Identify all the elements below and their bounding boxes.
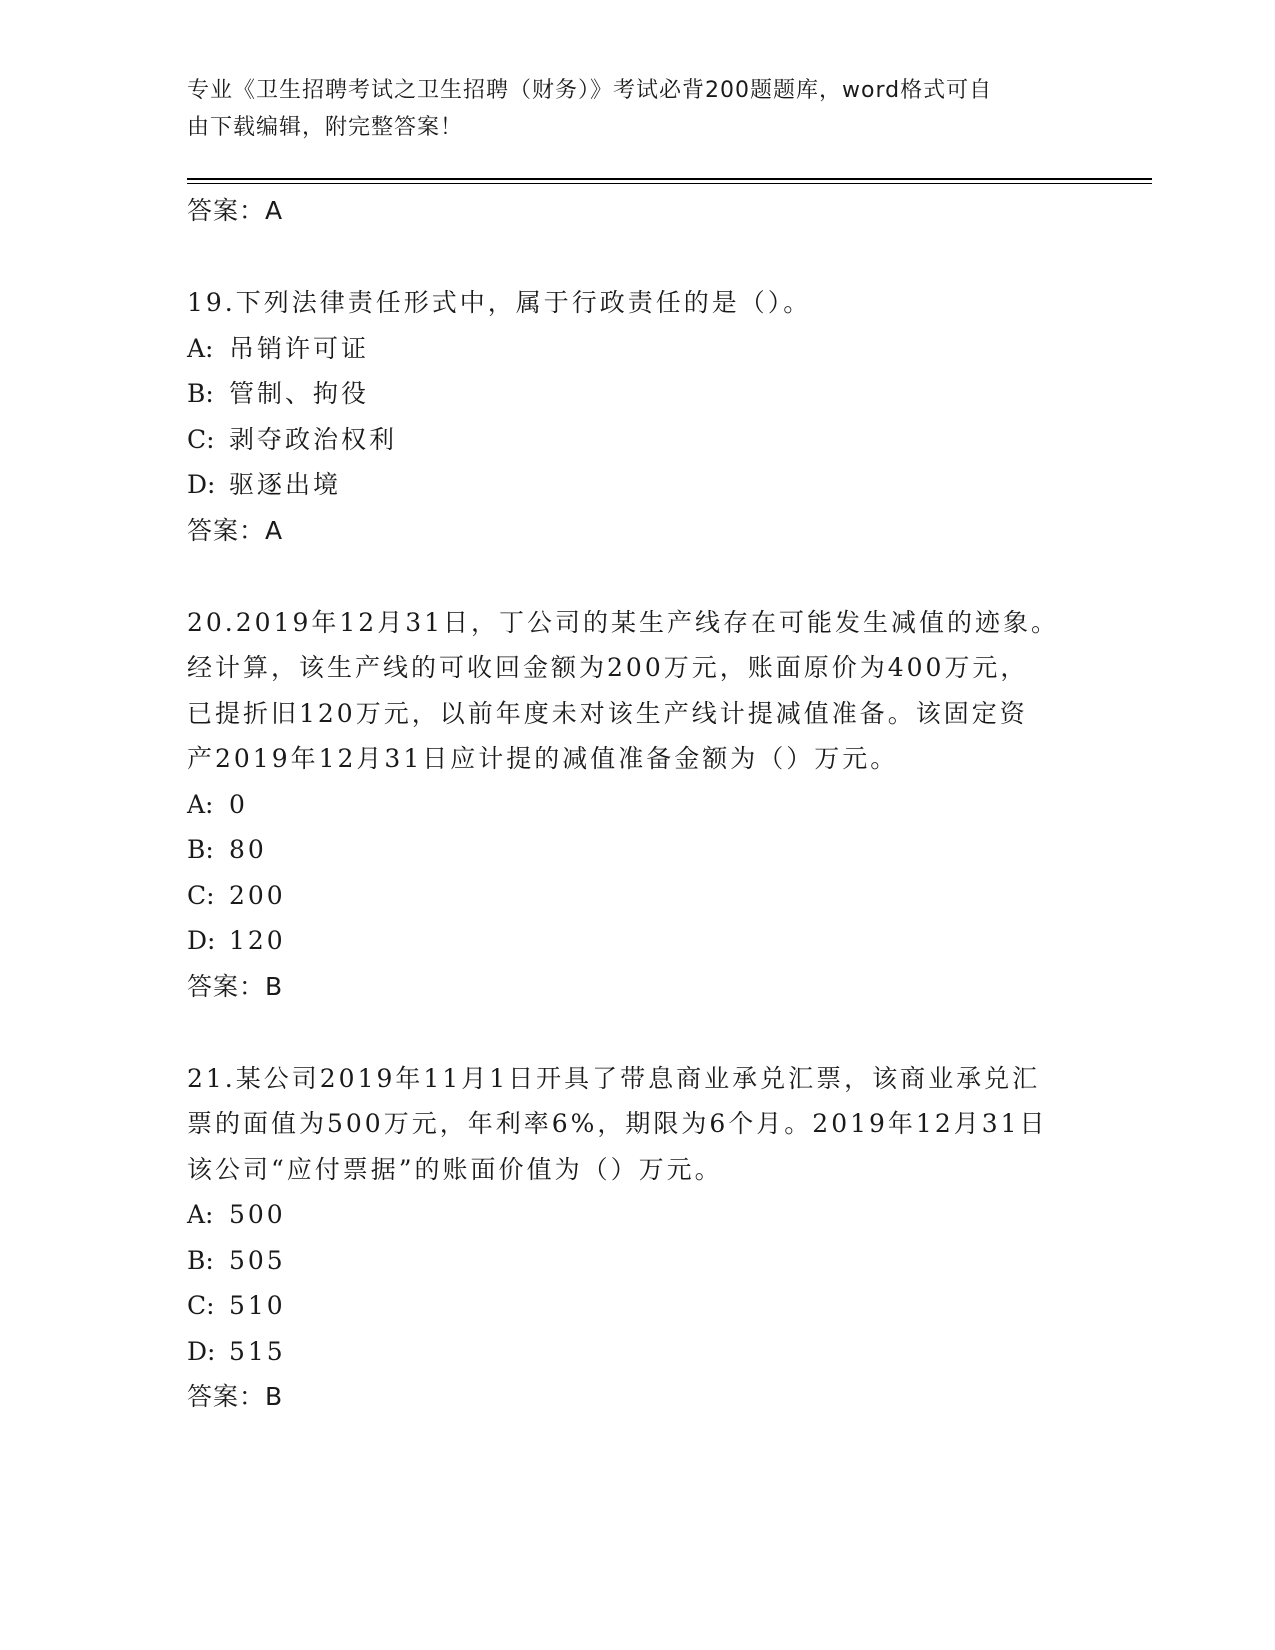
option-c [187, 417, 1087, 463]
option-d [187, 918, 1087, 964]
question-line: 经计算，该生产线的可收回金额为200万元，账面原价为400万元， [187, 653, 1029, 682]
header-line-2: 由下载编辑，附完整答案！ [187, 115, 464, 140]
option-letter: C: [187, 880, 215, 910]
option-c [187, 1283, 1087, 1329]
option-text: 管制、拘役 [229, 379, 370, 408]
option-text: 0 [229, 789, 248, 819]
header-line-1: 专业《卫生招聘考试之卫生招聘（财务）》考试必背200题题库，word格式可自 [187, 78, 993, 103]
option-text: 505 [229, 1245, 286, 1275]
option-text: 515 [229, 1336, 286, 1366]
question-line: 已提折旧120万元，以前年度未对该生产线计提减值准备。该固定资 [187, 698, 1028, 728]
option-text: 驱逐出境 [229, 470, 342, 499]
question-block [187, 600, 1087, 1010]
option-a [187, 782, 1087, 828]
answer-line: 答案：A [187, 196, 284, 225]
option-letter: A: [187, 1200, 214, 1229]
option-letter: C: [187, 1291, 215, 1320]
option-b [187, 827, 1087, 873]
option-d [187, 1329, 1087, 1375]
option-letter: B: [187, 1245, 214, 1275]
question-block [187, 1056, 1087, 1421]
option-a [187, 326, 1087, 372]
option-text: 200 [229, 880, 286, 910]
option-letter: D: [187, 926, 216, 955]
option-text: 剥夺政治权利 [229, 424, 398, 454]
option-text: 80 [229, 835, 267, 864]
question-line: 19.下列法律责任形式中，属于行政责任的是（）。 [187, 288, 812, 317]
answer-line: 答案：B [187, 971, 284, 1001]
option-letter: A: [187, 789, 214, 819]
document-header [187, 72, 1067, 146]
option-letter: B: [187, 379, 214, 408]
question-line: 该公司“应付票据”的账面价值为（）万元。 [187, 1154, 723, 1184]
header-divider-thick [187, 178, 1152, 180]
option-letter: A: [187, 333, 214, 363]
option-text: 510 [229, 1291, 286, 1320]
option-letter: D: [187, 470, 216, 499]
question-line: 产2019年12月31日应计提的减值准备金额为（）万元。 [187, 744, 899, 773]
option-letter: D: [187, 1336, 216, 1366]
answer-line: 答案：A [187, 515, 284, 545]
option-c [187, 873, 1087, 919]
option-text: 500 [229, 1200, 286, 1229]
question-text [187, 600, 1087, 782]
option-b [187, 1238, 1087, 1284]
document-body [187, 188, 1087, 1420]
question-text [187, 1056, 1087, 1193]
question-line: 21.某公司2019年11月1日开具了带息商业承兑汇票，该商业承兑汇 [187, 1063, 1041, 1093]
option-text: 120 [229, 926, 286, 955]
question-block [187, 280, 1087, 554]
question-text [187, 280, 1087, 326]
answer-line: 答案：B [187, 1382, 284, 1411]
option-b [187, 371, 1087, 417]
option-letter: C: [187, 424, 215, 454]
option-d [187, 462, 1087, 508]
question-line: 票的面值为500万元，年利率6%，期限为6个月。2019年12月31日 [187, 1109, 1048, 1138]
header-divider-thin [187, 183, 1152, 184]
option-a [187, 1192, 1087, 1238]
question-line: 20.2019年12月31日，丁公司的某生产线存在可能发生减值的迹象。 [187, 607, 1060, 637]
option-letter: B: [187, 835, 214, 864]
option-text: 吊销许可证 [229, 333, 370, 363]
